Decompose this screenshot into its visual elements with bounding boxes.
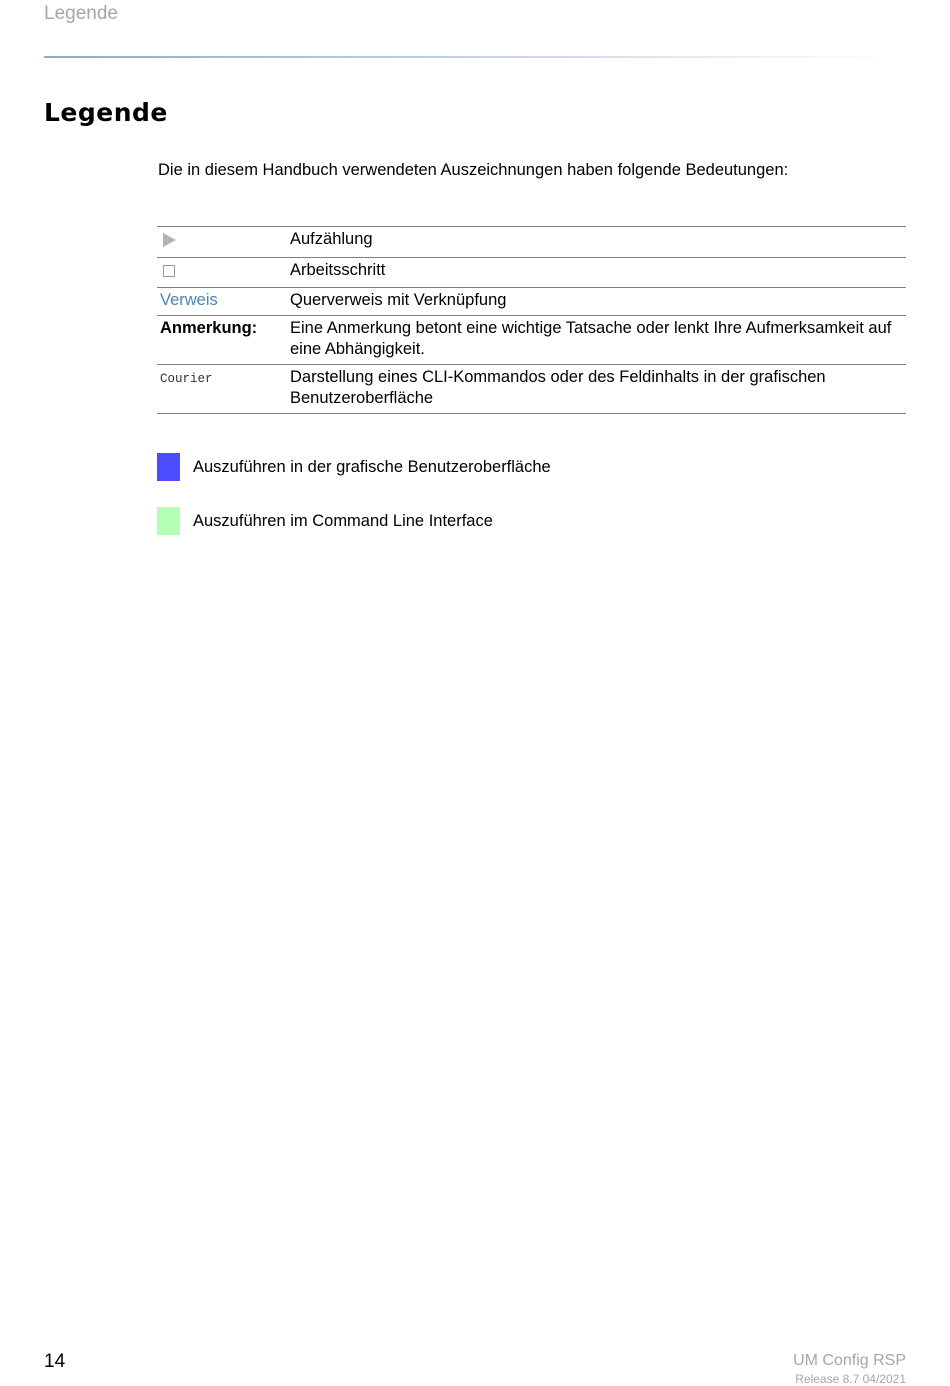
cli-color-swatch	[157, 507, 180, 535]
gui-color-swatch	[157, 453, 180, 481]
symbol-cell	[157, 365, 284, 414]
description-cell: Querverweis mit Verknüpfung	[284, 288, 906, 316]
checkbox-icon	[163, 265, 175, 277]
symbol-cell	[157, 227, 284, 258]
triangle-icon	[163, 233, 176, 247]
link-style-sample: Verweis	[160, 291, 218, 309]
gui-legend-item	[157, 453, 551, 481]
cli-legend-item	[157, 507, 493, 535]
running-header: Legende	[44, 3, 118, 24]
description-cell: Aufzählung	[284, 227, 906, 258]
description-cell: Darstellung eines CLI-Kommandos oder des Feldinhalts in der grafischen Benutzeroberfläche	[284, 365, 906, 414]
table-row	[157, 258, 906, 288]
symbol-cell	[157, 316, 284, 365]
page-number: 14	[44, 1351, 66, 1372]
table-row	[157, 288, 906, 316]
symbol-cell	[157, 258, 284, 288]
release-info: Release 8.7 04/2021	[795, 1372, 906, 1386]
legend-table	[157, 226, 906, 414]
cli-legend-label: Auszuführen im Command Line Interface	[193, 511, 493, 530]
table-row	[157, 227, 906, 258]
document-title: UM Config RSP	[793, 1352, 906, 1369]
note-style-sample: Anmerkung:	[160, 319, 258, 337]
courier-style-sample: Courier	[160, 372, 213, 386]
intro-paragraph: Die in diesem Handbuch verwendeten Auszeichnungen haben folgende Bedeutungen:	[158, 161, 789, 179]
table-row	[157, 316, 906, 365]
description-cell: Eine Anmerkung betont eine wichtige Tatsache oder lenkt Ihre Aufmerksamkeit auf eine Abhängigkeit.	[284, 316, 906, 365]
table-row	[157, 365, 906, 414]
description-cell: Arbeitsschritt	[284, 258, 906, 288]
header-divider	[44, 56, 890, 58]
section-title: Legende	[44, 98, 168, 127]
symbol-cell	[157, 288, 284, 316]
gui-legend-label: Auszuführen in der grafische Benutzeroberfläche	[193, 457, 551, 476]
